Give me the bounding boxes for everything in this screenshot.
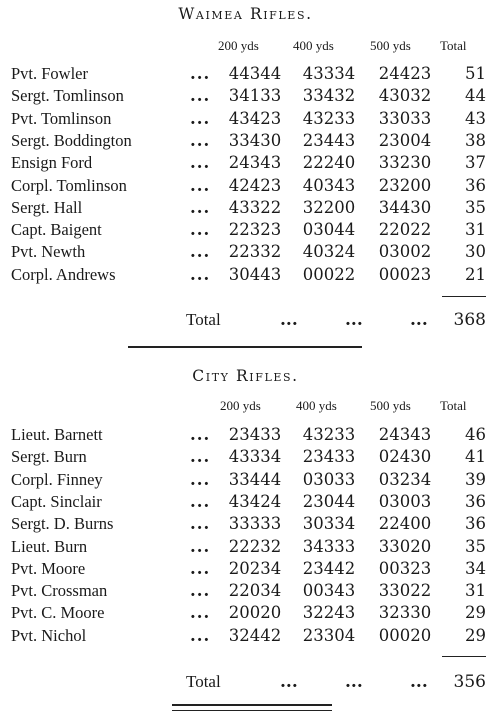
competitor-name: Pvt. Nichol <box>11 625 87 645</box>
score-row <box>0 603 491 625</box>
waimea-header-200: 200 yds <box>218 38 259 53</box>
leader-dots: ... <box>190 153 211 173</box>
leader-dots: ... <box>190 197 211 217</box>
competitor-name: Pvt. Crossman <box>11 581 108 601</box>
leader-dots: ... <box>190 425 211 444</box>
waimea-total-value: 368 <box>453 310 486 330</box>
score-500yds: 33020 <box>378 536 432 556</box>
city-title: City Rifles. <box>192 367 299 385</box>
city-total-row <box>0 672 491 696</box>
competitor-name: Sergt. Hall <box>11 197 83 217</box>
score-200yds: 22034 <box>228 581 282 601</box>
competitor-name: Capt. Baigent <box>11 220 102 240</box>
row-total: 31 <box>465 220 486 240</box>
score-row <box>0 153 491 175</box>
score-400yds: 40343 <box>302 175 356 195</box>
score-500yds: 32330 <box>378 603 432 623</box>
row-total: 30 <box>465 242 486 262</box>
score-500yds: 33230 <box>378 153 432 173</box>
waimea-header-500: 500 yds <box>370 38 411 53</box>
score-200yds: 22323 <box>228 220 282 240</box>
score-200yds: 20234 <box>228 558 282 578</box>
section-divider <box>128 346 362 348</box>
score-400yds: 40324 <box>302 242 356 262</box>
score-400yds: 30334 <box>302 514 356 534</box>
competitor-name: Lieut. Barnett <box>11 425 103 444</box>
city-total-label: Total <box>186 672 221 691</box>
score-200yds: 43334 <box>228 447 282 467</box>
score-500yds: 00023 <box>378 264 432 284</box>
leader-dots: ... <box>190 242 211 262</box>
waimea-total-row <box>0 310 491 334</box>
score-400yds: 23044 <box>302 491 356 511</box>
competitor-name: Ensign Ford <box>11 153 93 173</box>
competitor-name: Pvt. Fowler <box>11 64 89 83</box>
row-total: 36 <box>465 175 486 195</box>
row-total: 38 <box>465 130 486 150</box>
row-total: 36 <box>465 514 486 534</box>
score-500yds: 03234 <box>378 469 432 489</box>
row-total: 36 <box>465 491 486 511</box>
competitor-name: Sergt. D. Burns <box>11 514 114 534</box>
row-total: 37 <box>465 153 486 173</box>
score-200yds: 43424 <box>228 491 282 511</box>
leader-dots: ... <box>190 108 211 128</box>
row-total: 29 <box>465 625 486 645</box>
row-total: 31 <box>465 581 486 601</box>
score-400yds: 22240 <box>302 153 356 173</box>
score-200yds: 33444 <box>228 469 282 489</box>
row-total: 34 <box>465 558 486 578</box>
waimea-total-label: Total <box>186 310 221 329</box>
score-400yds: 03033 <box>302 469 356 489</box>
score-500yds: 22022 <box>378 220 432 240</box>
row-total: 43 <box>465 108 486 128</box>
score-200yds: 22332 <box>228 242 282 262</box>
score-500yds: 24343 <box>378 425 432 444</box>
row-total: 51 <box>465 64 486 83</box>
score-500yds: 24423 <box>378 64 432 83</box>
score-row <box>0 559 491 581</box>
waimea-header-400: 400 yds <box>293 38 334 53</box>
competitor-name: Corpl. Tomlinson <box>11 175 127 195</box>
end-rule <box>172 704 332 711</box>
score-400yds: 23442 <box>302 558 356 578</box>
city-total-dots-1: ... <box>280 672 298 692</box>
leader-dots: ... <box>190 514 211 534</box>
score-row <box>0 626 491 648</box>
waimea-total-dots-1: ... <box>280 310 298 330</box>
score-400yds: 32243 <box>302 603 356 623</box>
waimea-total-dots-3: ... <box>410 310 428 330</box>
leader-dots: ... <box>190 469 211 489</box>
row-total: 39 <box>465 469 486 489</box>
city-header-400: 400 yds <box>296 398 337 413</box>
score-row <box>0 514 491 536</box>
score-row <box>0 425 491 447</box>
competitor-name: Lieut. Burn <box>11 536 88 556</box>
score-row <box>0 447 491 469</box>
waimea-total-dots-2: ... <box>345 310 363 330</box>
row-total: 21 <box>465 264 486 284</box>
row-total: 44 <box>465 86 486 106</box>
leader-dots: ... <box>190 264 211 284</box>
score-400yds: 34333 <box>302 536 356 556</box>
city-header-200: 200 yds <box>220 398 261 413</box>
city-header-total: Total <box>440 398 467 413</box>
score-row <box>0 242 491 264</box>
waimea-title: Waimea Rifles. <box>178 5 313 23</box>
score-200yds: 43423 <box>228 108 282 128</box>
score-row <box>0 64 491 86</box>
leader-dots: ... <box>190 86 211 106</box>
score-row <box>0 581 491 603</box>
row-total: 35 <box>465 536 486 556</box>
city-total-dots-2: ... <box>345 672 363 692</box>
score-200yds: 33430 <box>228 130 282 150</box>
score-400yds: 23443 <box>302 130 356 150</box>
competitor-name: Pvt. Newth <box>11 242 86 262</box>
score-200yds: 24343 <box>228 153 282 173</box>
score-500yds: 22400 <box>378 514 432 534</box>
city-total-dots-3: ... <box>410 672 428 692</box>
score-row <box>0 492 491 514</box>
score-500yds: 03003 <box>378 491 432 511</box>
score-row <box>0 131 491 153</box>
score-row <box>0 470 491 492</box>
leader-dots: ... <box>190 625 211 645</box>
score-row <box>0 198 491 220</box>
score-500yds: 43032 <box>378 86 432 106</box>
score-200yds: 34133 <box>228 86 282 106</box>
score-500yds: 00323 <box>378 558 432 578</box>
city-header-500: 500 yds <box>370 398 411 413</box>
leader-dots: ... <box>190 220 211 240</box>
competitor-name: Pvt. Moore <box>11 558 86 578</box>
score-row <box>0 265 491 287</box>
score-200yds: 44344 <box>228 64 282 83</box>
score-400yds: 23433 <box>302 447 356 467</box>
competitor-name: Capt. Sinclair <box>11 491 102 511</box>
city-total-value: 356 <box>453 672 486 692</box>
score-200yds: 33333 <box>228 514 282 534</box>
waimea-header-total: Total <box>440 38 467 53</box>
leader-dots: ... <box>190 64 211 83</box>
score-200yds: 20020 <box>228 603 282 623</box>
score-500yds: 23200 <box>378 175 432 195</box>
score-400yds: 03044 <box>302 220 356 240</box>
row-total: 29 <box>465 603 486 623</box>
score-400yds: 23304 <box>302 625 356 645</box>
score-500yds: 33022 <box>378 581 432 601</box>
score-400yds: 43334 <box>302 64 356 83</box>
leader-dots: ... <box>190 536 211 556</box>
leader-dots: ... <box>190 581 211 601</box>
score-400yds: 00022 <box>302 264 356 284</box>
score-400yds: 32200 <box>302 197 356 217</box>
score-row <box>0 176 491 198</box>
score-200yds: 30443 <box>228 264 282 284</box>
competitor-name: Sergt. Boddington <box>11 130 132 150</box>
score-200yds: 22232 <box>228 536 282 556</box>
score-200yds: 43322 <box>228 197 282 217</box>
competitor-name: Corpl. Andrews <box>11 264 116 284</box>
score-row <box>0 220 491 242</box>
row-total: 46 <box>465 425 486 444</box>
competitor-name: Corpl. Finney <box>11 469 103 489</box>
score-row <box>0 537 491 559</box>
row-total: 35 <box>465 197 486 217</box>
score-500yds: 00020 <box>378 625 432 645</box>
leader-dots: ... <box>190 130 211 150</box>
score-500yds: 33033 <box>378 108 432 128</box>
score-400yds: 00343 <box>302 581 356 601</box>
waimea-sum-rule <box>442 296 486 297</box>
score-400yds: 43233 <box>302 108 356 128</box>
score-500yds: 34430 <box>378 197 432 217</box>
competitor-name: Sergt. Tomlinson <box>11 86 124 106</box>
score-400yds: 43233 <box>302 425 356 444</box>
leader-dots: ... <box>190 491 211 511</box>
score-200yds: 32442 <box>228 625 282 645</box>
score-500yds: 02430 <box>378 447 432 467</box>
score-400yds: 33432 <box>302 86 356 106</box>
competitor-name: Sergt. Burn <box>11 447 87 467</box>
competitor-name: Pvt. C. Moore <box>11 603 105 623</box>
competitor-name: Pvt. Tomlinson <box>11 108 112 128</box>
leader-dots: ... <box>190 175 211 195</box>
leader-dots: ... <box>190 558 211 578</box>
score-200yds: 23433 <box>228 425 282 444</box>
score-500yds: 03002 <box>378 242 432 262</box>
score-row <box>0 109 491 131</box>
leader-dots: ... <box>190 603 211 623</box>
leader-dots: ... <box>190 447 211 467</box>
score-row <box>0 86 491 108</box>
city-sum-rule <box>442 656 486 657</box>
row-total: 41 <box>465 447 486 467</box>
score-500yds: 23004 <box>378 130 432 150</box>
score-200yds: 42423 <box>228 175 282 195</box>
